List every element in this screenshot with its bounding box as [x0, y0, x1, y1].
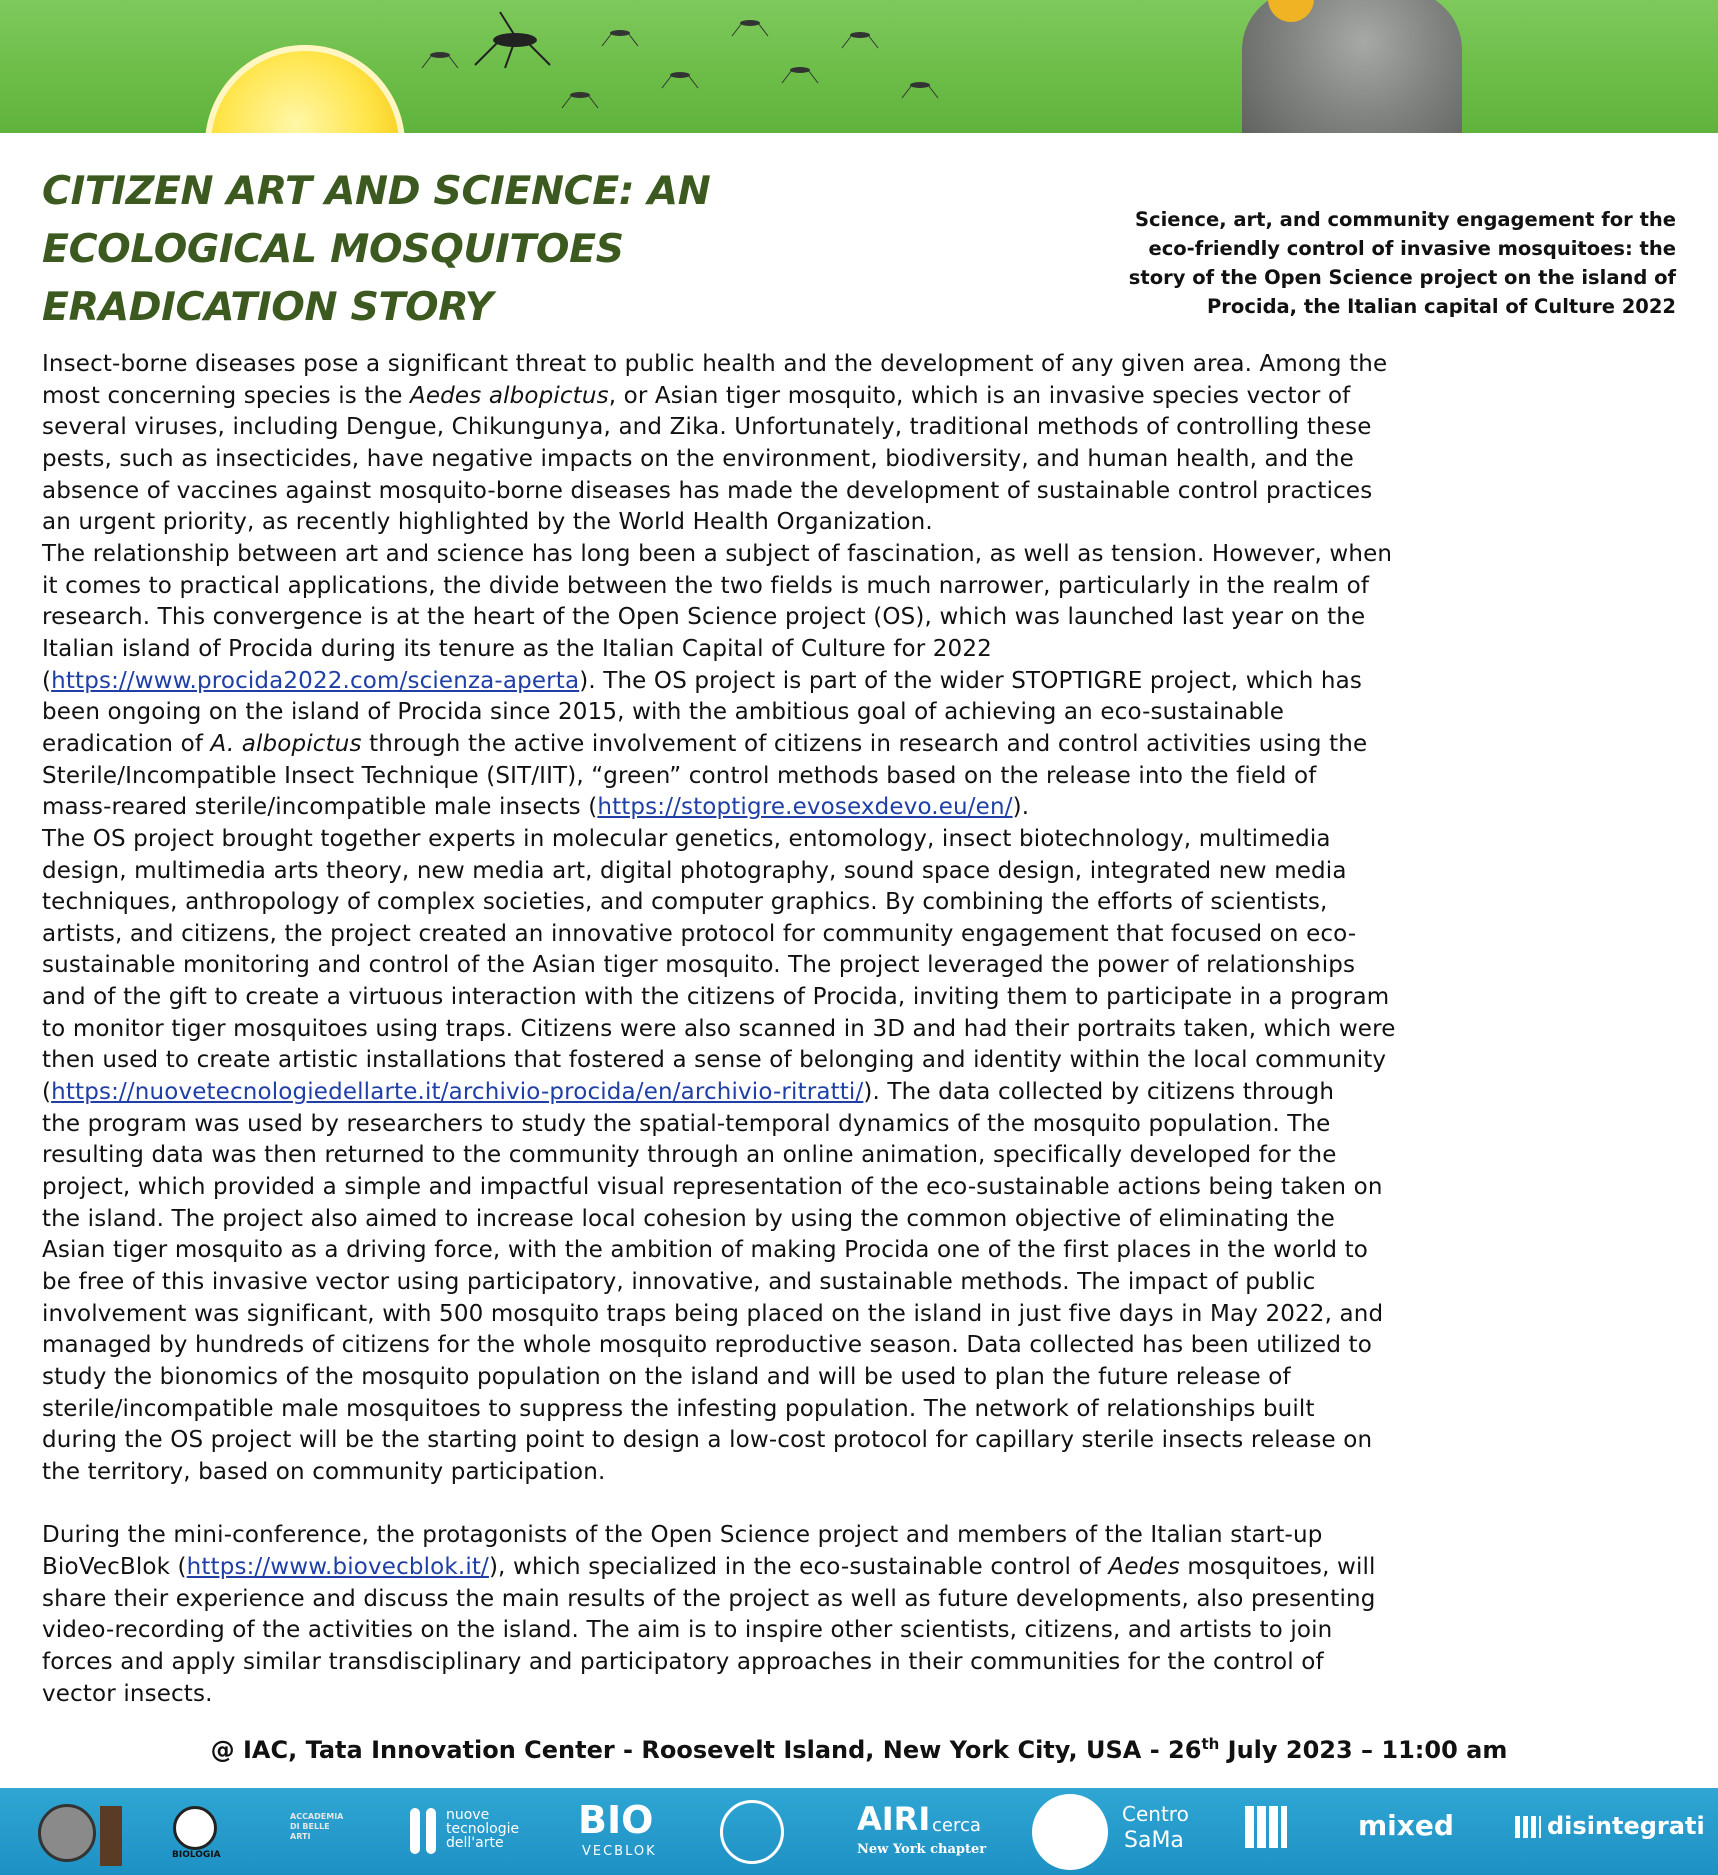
body-text-segment: (	[42, 667, 52, 694]
body-line: forces and apply similar transdisciplinary and participatory approaches in their communities for the control of	[42, 1648, 1324, 1675]
body-line: and of the gift to create a virtuous interaction with the citizens of Procida, inviting them to participate in a program	[42, 984, 1390, 1011]
body-line: share their experience and discuss the main results of the project as well as future developments, also presenting	[42, 1585, 1376, 1612]
body-text-segment: most concerning species is the	[42, 382, 410, 409]
body-line: study the bionomics of the mosquito population on the island and will be used to plan the future release of	[42, 1364, 1291, 1390]
nuove-tecnologie-label: nuove	[446, 1807, 490, 1823]
body-line: Asian tiger mosquito as a driving force, with the ambition of making Procida one of the first places in the world to	[42, 1237, 1368, 1264]
body-line: vector insects.	[42, 1680, 213, 1707]
body-line: the program was used by researchers to study the spatial-temporal dynamics of the mosquito population. The	[42, 1110, 1331, 1137]
book-logo	[100, 1806, 122, 1866]
mixed-logo: mixed	[1358, 1809, 1454, 1842]
airicerca-logo-suffix: cerca	[932, 1815, 981, 1836]
body-text-segment: eradication of	[42, 730, 211, 757]
disintegrati-logo: disintegrati	[1547, 1812, 1705, 1840]
mosquito-icon	[470, 10, 560, 70]
nuove-tecnologie-label: dell'arte	[446, 1835, 504, 1851]
paragraph-gap	[42, 1489, 1682, 1521]
mosquito-icon	[730, 8, 770, 38]
emblem-logo	[720, 1800, 784, 1864]
body-line: Sterile/Incompatible Insect Technique (SIT/IIT), “green” control methods based on the release into the field of	[42, 762, 1317, 789]
sponsor-logos-footer	[0, 1788, 1718, 1875]
subtitle-line: Science, art, and community engagement for the	[1135, 208, 1676, 231]
body-line: managed by hundreds of citizens for the whole mosquito reproductive season. Data collected has been utilized to	[42, 1332, 1372, 1359]
body-line: sterile/incompatible male mosquitoes to suppress the infesting population. The network of relationships built	[42, 1395, 1315, 1422]
statue-image	[1242, 0, 1462, 133]
body-line: techniques, anthropology of complex societies, and computer graphics. By combining the efforts of scientists,	[42, 889, 1328, 916]
mosquito-icon	[660, 60, 700, 90]
body-line: to monitor tiger mosquitoes using traps. Citizens were also scanned in 3D and had their portraits taken, which were	[42, 1015, 1396, 1042]
species-name: A. albopictus	[210, 730, 362, 757]
title-line: ERADICATION STORY	[42, 284, 493, 330]
body-text-segment: ). The OS project is part of the wider STOPTIGRE project, which has	[579, 667, 1363, 694]
event-location: @ IAC, Tata Innovation Center - Roosevelt Island, New York City, USA - 26	[210, 1736, 1202, 1764]
article-body	[42, 349, 1682, 1710]
species-name: Aedes albopictus	[410, 382, 609, 409]
body-line	[42, 666, 1682, 698]
procida2022-link[interactable]: https://www.procida2022.com/scienza-aperta	[51, 667, 580, 694]
body-line	[42, 792, 1682, 824]
accademia-logo: ACCADEMIA DI BELLE ARTI	[290, 1812, 344, 1841]
date-ordinal: th	[1201, 1735, 1220, 1753]
body-text-segment: ).	[1012, 794, 1030, 821]
body-text-segment: , or Asian tiger mosquito, which is an invasive species vector of	[608, 382, 1351, 409]
body-text-segment: mosquitoes, will	[1179, 1553, 1376, 1580]
body-line: During the mini-conference, the protagonists of the Open Science project and members of the Italian start-up	[42, 1522, 1323, 1549]
body-text-segment: ), which specialized in the eco-sustainable control of	[488, 1553, 1109, 1580]
body-line: sustainable monitoring and control of the Asian tiger mosquito. The project leveraged the power of relationships	[42, 952, 1356, 979]
body-line: be free of this invasive vector using participatory, innovative, and sustainable methods. The impact of public	[42, 1269, 1316, 1296]
event-details	[0, 1727, 1718, 1767]
body-text-segment: mass-reared sterile/incompatible male insects (	[42, 794, 598, 821]
body-line: absence of vaccines against mosquito-borne diseases has made the development of sustainable control practices	[42, 477, 1373, 504]
body-line	[42, 1552, 1682, 1584]
lemon-image	[205, 45, 405, 133]
body-line: research. This convergence is at the heart of the Open Science project (OS), which was launched last year on the	[42, 604, 1366, 631]
body-line: artists, and citizens, the project created an innovative protocol for community engagement that focused on eco-	[42, 920, 1357, 947]
ritratti-archive-link[interactable]: https://nuovetecnologiedellarte.it/archivio-procida/en/archivio-ritratti/	[51, 1079, 864, 1106]
body-text-segment: BioVecBlok (	[42, 1553, 187, 1580]
event-date-time: July 2023 – 11:00 am	[1219, 1736, 1508, 1764]
body-line	[42, 729, 1682, 761]
body-line: several viruses, including Dengue, Chikungunya, and Zika. Unfortunately, traditional methods of controlling these	[42, 414, 1372, 441]
biologia-logo	[173, 1806, 217, 1850]
genus-name: Aedes	[1108, 1553, 1180, 1580]
body-line: then used to create artistic installations that fostered a sense of belonging and identity within the local community	[42, 1047, 1387, 1074]
disintegrati-icon	[1515, 1816, 1541, 1838]
centro-sama-label: SaMa	[1124, 1828, 1184, 1853]
nuove-tecnologie-bar-icon	[426, 1808, 436, 1854]
stoptigre-link[interactable]: https://stoptigre.evosexdevo.eu/en/	[597, 794, 1013, 821]
body-line: pests, such as insecticides, have negative impacts on the environment, biodiversity, and human health, and the	[42, 445, 1354, 472]
nuove-tecnologie-bar-icon	[410, 1808, 420, 1854]
airicerca-chapter-label: New York chapter	[857, 1842, 987, 1857]
body-line: it comes to practical applications, the divide between the two fields is much narrower, particularly in the realm of	[42, 572, 1370, 599]
body-line: the island. The project also aimed to increase local cohesion by using the common objective of eliminating the	[42, 1205, 1335, 1232]
title-line: CITIZEN ART AND SCIENCE: AN	[42, 168, 711, 214]
body-line: Insect-borne diseases pose a significant threat to public health and the development of any given area. Among the	[42, 351, 1388, 377]
airicerca-logo: AIRI	[857, 1800, 931, 1838]
subtitle	[956, 205, 1676, 321]
body-line: The OS project brought together experts in molecular genetics, entomology, insect biotechnology, multimedia	[42, 825, 1331, 852]
subtitle-line: story of the Open Science project on the island of	[1128, 266, 1676, 289]
biovecblok-label: VECBLOK	[582, 1844, 657, 1859]
body-line: design, multimedia arts theory, new media art, digital photography, sound space design, integrated new media	[42, 857, 1347, 884]
body-line: the territory, based on community participation.	[42, 1458, 606, 1485]
body-line: involvement was significant, with 500 mosquito traps being placed on the island in just five days in May 2022, and	[42, 1300, 1384, 1327]
body-line	[42, 1077, 1682, 1109]
body-line	[42, 381, 1682, 413]
mosquito-icon	[840, 20, 880, 50]
pixel-logo	[1245, 1806, 1287, 1848]
centro-sama-label: Centro	[1122, 1802, 1189, 1826]
mosquito-icon	[600, 18, 640, 48]
body-line: during the OS project will be the starting point to design a low-cost protocol for capillary sterile insects release on	[42, 1427, 1373, 1454]
mosquito-icon	[560, 80, 600, 110]
biovecblok-link[interactable]: https://www.biovecblok.it/	[186, 1553, 489, 1580]
page-title	[42, 162, 922, 336]
body-line: resulting data was then returned to the community through an online animation, specifically developed for the	[42, 1142, 1337, 1169]
header-banner-image	[0, 0, 1718, 133]
body-line: The relationship between art and science has long been a subject of fascination, as well as tension. However, when	[42, 540, 1393, 567]
university-seal-logo	[38, 1804, 96, 1862]
body-text-segment: (	[42, 1079, 52, 1106]
body-text-segment: through the active involvement of citizens in research and control activities using the	[361, 730, 1368, 757]
biovecblok-logo: BIO	[578, 1798, 654, 1842]
body-line: project, which provided a simple and impactful visual representation of the eco-sustainable actions being taken on	[42, 1174, 1383, 1201]
nuove-tecnologie-label: tecnologie	[446, 1821, 520, 1837]
body-line: video-recording of the activities on the island. The aim is to inspire other scientists, citizens, and artists to join	[42, 1617, 1333, 1644]
body-line: an urgent priority, as recently highlighted by the World Health Organization.	[42, 509, 933, 536]
mosquito-icon	[420, 40, 460, 70]
white-circle-logo	[1032, 1794, 1108, 1870]
subtitle-line: Procida, the Italian capital of Culture 2022	[1207, 295, 1676, 318]
body-text-segment: ). The data collected by citizens through	[863, 1079, 1335, 1106]
body-line: Italian island of Procida during its tenure as the Italian Capital of Culture for 2022	[42, 635, 992, 662]
body-line: been ongoing on the island of Procida since 2015, with the ambitious goal of achieving an eco-sustainable	[42, 699, 1285, 726]
title-line: ECOLOGICAL MOSQUITOES	[42, 226, 624, 272]
mosquito-icon	[780, 55, 820, 85]
biologia-label: BIOLOGIA	[172, 1850, 221, 1860]
subtitle-line: eco-friendly control of invasive mosquitoes: the	[1148, 237, 1676, 260]
mosquito-icon	[900, 70, 940, 100]
